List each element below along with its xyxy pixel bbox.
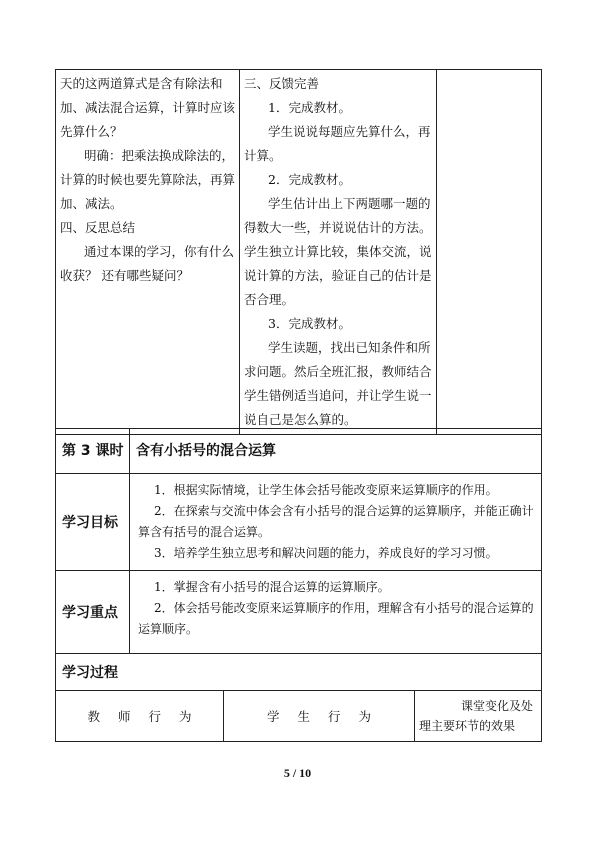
lesson-number: 第 3 课时 xyxy=(62,443,124,459)
goals-content-cell xyxy=(130,474,542,571)
lesson-number-cell xyxy=(56,429,130,474)
text-line: 2．完成教材。 xyxy=(268,172,351,187)
text-line: 学生错例适当追问，并让学生说一 xyxy=(244,388,432,403)
process-label: 学习过程 xyxy=(62,665,118,681)
page-number: 5 / 10 xyxy=(283,766,312,780)
text-line: 得数大一些，并说说估计的方法。 xyxy=(244,220,432,235)
teacher-header-char: 师 xyxy=(117,709,131,724)
student-header-char: 生 xyxy=(297,709,310,724)
text-line: 先算什么？ xyxy=(60,124,123,139)
goal-item-continued: 算含有括号的混合运算。 xyxy=(138,525,271,539)
section-heading: 三、反馈完善 xyxy=(244,76,320,91)
text-line: 学生说说每题应先算什么，再 xyxy=(268,124,431,139)
teacher-header-char: 教 xyxy=(87,709,100,724)
focus-label-cell xyxy=(56,571,130,654)
focus-item: 2．体会括号能改变原来运算顺序的作用，理解含有小括号的混合运算的 xyxy=(154,601,534,615)
text-line: 天的这两道算式是含有除法和 xyxy=(60,76,223,91)
teacher-header-char: 行 xyxy=(148,709,162,724)
goal-item: 2．在探索与交流中体会含有小括号的混合运算的运算顺序，并能正确计 xyxy=(154,504,534,518)
text-line: 说计算的方法，验证自己的估计是 xyxy=(244,268,432,283)
text-line: 1．完成教材。 xyxy=(268,100,351,115)
teacher-header-char: 为 xyxy=(179,709,192,724)
text-line: 收获？ 还有哪些疑问？ xyxy=(60,268,189,283)
text-line: 学生估计出上下两题哪一题的 xyxy=(268,196,431,211)
text-line: 否合理。 xyxy=(244,292,295,307)
goal-item: 3．培养学生独立思考和解决问题的能力，养成良好的学习习惯。 xyxy=(154,546,498,560)
text-line: 明确：把乘法换成除法的， xyxy=(84,148,235,163)
effect-header-line: 课堂变化及处 xyxy=(460,699,533,713)
process-label-cell xyxy=(56,654,542,691)
goals-label: 学习目标 xyxy=(62,515,118,531)
student-header-char: 为 xyxy=(358,709,372,724)
effect-header-line: 理主要环节的效果 xyxy=(419,719,516,733)
teacher-header-cell xyxy=(56,691,224,742)
text-line: 加、减法。 xyxy=(60,196,123,211)
focus-item: 1．掌握含有小括号的混合运算的运算顺序。 xyxy=(154,580,390,594)
text-line: 学生独立计算比较，集体交流，说 xyxy=(244,244,432,259)
focus-label: 学习重点 xyxy=(62,605,118,621)
student-header-cell xyxy=(224,691,415,742)
text-line: 计算。 xyxy=(244,148,282,163)
text-line: 3．完成教材。 xyxy=(268,316,351,331)
text-line: 加、减法混合运算，计算时应该 xyxy=(60,100,236,115)
student-header-char: 行 xyxy=(328,709,341,724)
student-column-cell xyxy=(240,70,437,435)
text-line: 学生读题，找出已知条件和所 xyxy=(268,340,431,355)
student-header-char: 学 xyxy=(266,709,280,724)
focus-item-continued: 运算顺序。 xyxy=(138,622,199,636)
effect-column-cell xyxy=(436,70,541,435)
text-line: 计算的时候也要先算除法，再算 xyxy=(60,172,236,187)
effect-header-cell xyxy=(415,691,542,742)
lesson-title-cell xyxy=(130,429,542,474)
lesson-plan-table xyxy=(55,428,542,742)
goals-label-cell xyxy=(56,474,130,571)
continuation-table xyxy=(55,69,542,435)
goal-item: 1．根据实际情境，让学生体会括号能改变原来运算顺序的作用。 xyxy=(154,483,498,497)
section-heading: 四、反思总结 xyxy=(60,220,136,235)
text-line: 说自己是怎么算的。 xyxy=(244,412,357,427)
teacher-column-cell xyxy=(56,70,240,435)
lesson-title: 含有小括号的混合运算 xyxy=(136,443,276,459)
focus-content-cell xyxy=(130,571,542,654)
text-line: 通过本课的学习，你有什么 xyxy=(84,244,235,259)
text-line: 求问题。然后全班汇报，教师结合 xyxy=(244,364,432,379)
